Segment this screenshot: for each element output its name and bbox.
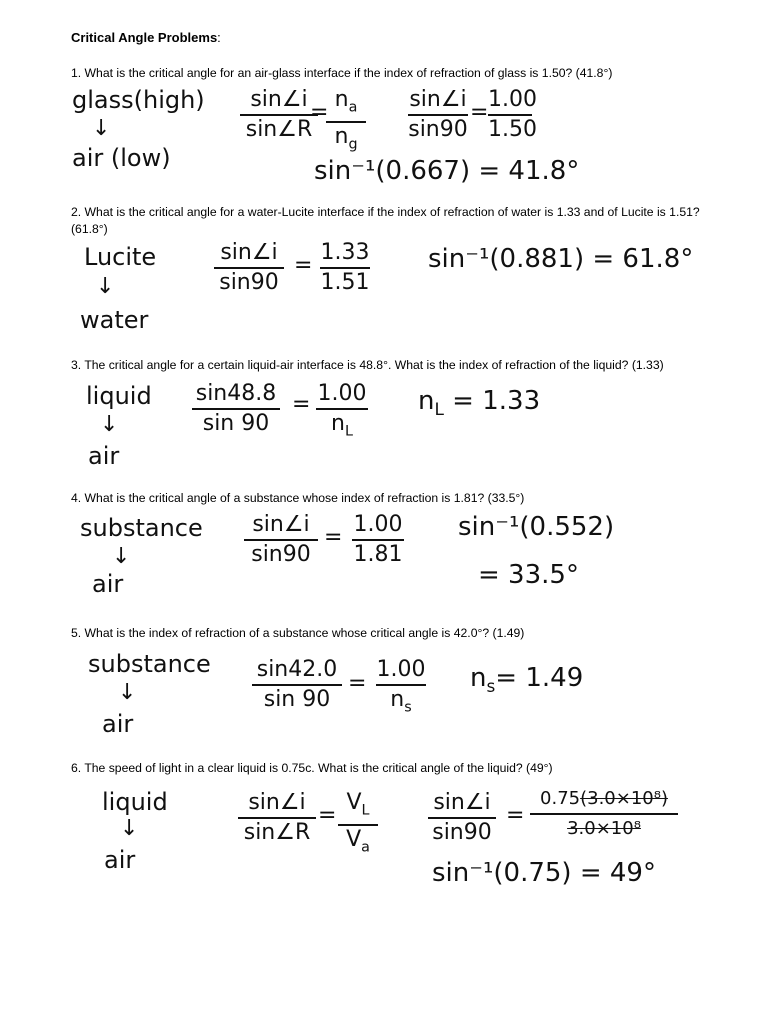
from-medium-2: Lucite: [84, 243, 157, 271]
result-2: sin⁻¹(0.881) = 61.8°: [428, 244, 694, 274]
from-medium-6: liquid: [102, 788, 168, 816]
equals-sign: =: [318, 803, 337, 828]
question-3: 3. The critical angle for a certain liquid-air interface is 48.8°. What is the index of refraction of the liquid? (1.33): [71, 358, 664, 372]
result-value: = 1.49: [495, 663, 584, 693]
subscript: s: [486, 676, 496, 697]
symbol-v: V: [346, 827, 362, 853]
fraction-bar: [326, 121, 366, 123]
arrow-down-icon: ↓: [100, 412, 119, 437]
fraction-1c: [408, 87, 468, 143]
fraction-6c: [428, 790, 496, 846]
fraction-num: sin∠i: [250, 87, 308, 112]
result-value: = 1.33: [443, 386, 541, 416]
cancelled-term: (3.0×10⁸): [580, 788, 668, 809]
result-5: [470, 663, 583, 696]
fraction-bar: [252, 684, 342, 686]
fraction-1a: [240, 87, 318, 143]
subscript: L: [361, 802, 370, 819]
fraction-num: sin42.0: [256, 657, 338, 682]
equals-sign: =: [470, 100, 489, 125]
title-bold: Critical Angle Problems: [71, 30, 218, 45]
fraction-den: [338, 827, 378, 860]
subscript: L: [344, 423, 353, 440]
fraction-5b: [376, 657, 426, 720]
page-title: [71, 30, 221, 45]
symbol-v: V: [346, 790, 362, 815]
symbol-n: n: [334, 87, 349, 112]
fraction-6b: [338, 790, 378, 861]
fraction-bar: [530, 813, 678, 815]
fraction-3a: [192, 381, 280, 437]
question-5: 5. What is the index of refraction of a substance whose critical angle is 42.0°? (1.49): [71, 626, 525, 640]
question-2: 2. What is the critical angle for a water-Lucite interface if the index of refraction of water is 1.33 and of Lucite is 1.51? (61.8°): [71, 205, 700, 236]
arrow-down-icon: ↓: [92, 116, 111, 141]
result-3: [418, 386, 540, 419]
fraction-bar: [352, 539, 404, 541]
fraction-den: sin90: [408, 117, 468, 142]
to-medium-2: water: [80, 306, 149, 334]
subscript: a: [361, 839, 370, 856]
fraction-den: [326, 124, 366, 157]
from-medium-4: substance: [80, 514, 203, 542]
question-1: 1. What is the critical angle for an air-glass interface if the index of refraction of glass is 1.50? (41.8°): [71, 66, 613, 80]
arrow-down-icon: ↓: [120, 816, 139, 841]
fraction-den: sin∠R: [243, 820, 311, 845]
fraction-bar: [238, 817, 316, 819]
fraction-num: 1.33: [320, 240, 370, 265]
fraction-den: sin 90: [263, 687, 331, 712]
subscript: g: [348, 136, 358, 153]
subscript: a: [348, 99, 358, 116]
equals-sign: =: [292, 392, 311, 417]
fraction-3b: [316, 381, 368, 444]
from-medium-3: liquid: [86, 382, 152, 410]
question-4: 4. What is the critical angle of a substance whose index of refraction is 1.81? (33.5°): [71, 491, 525, 505]
arrow-down-icon: ↓: [118, 680, 137, 705]
fraction-den: sin90: [251, 542, 311, 567]
fraction-den: sin∠R: [245, 117, 313, 142]
symbol-n: n: [334, 124, 349, 150]
fraction-bar: [408, 114, 468, 116]
fraction-6d: [530, 786, 678, 842]
fraction-6a: [238, 790, 316, 846]
fraction-den: 1.81: [353, 542, 403, 567]
fraction-1d: [488, 87, 537, 143]
fraction-num: [530, 786, 678, 812]
fraction-bar: [488, 114, 532, 116]
to-medium-4: air: [92, 570, 124, 598]
arrow-down-icon: ↓: [96, 274, 115, 299]
fraction-bar: [240, 114, 318, 116]
fraction-num: sin∠i: [409, 87, 467, 112]
to-medium-5: air: [102, 710, 134, 738]
fraction-1b: [326, 87, 366, 158]
fraction-num: [326, 87, 366, 120]
equals-sign: =: [506, 803, 525, 828]
result-1: sin⁻¹(0.667) = 41.8°: [314, 156, 580, 186]
title-rest: :: [217, 30, 221, 45]
fraction-bar: [338, 824, 378, 826]
arrow-down-icon: ↓: [112, 544, 131, 569]
result-4-value: = 33.5°: [478, 560, 579, 590]
fraction-den: sin90: [432, 820, 492, 845]
from-medium-1: glass(high): [72, 86, 205, 114]
fraction-num: sin∠i: [248, 790, 306, 815]
fraction-num: 1.00: [353, 512, 403, 537]
fraction-den: sin90: [219, 270, 279, 295]
subscript: s: [404, 699, 412, 716]
fraction-bar: [316, 408, 368, 410]
result-4: sin⁻¹(0.552): [458, 512, 615, 542]
subscript: L: [434, 399, 444, 420]
to-medium-1: air (low): [72, 144, 171, 172]
fraction-den: [316, 411, 368, 444]
fraction-bar: [320, 267, 370, 269]
equals-sign: =: [294, 253, 313, 278]
fraction-bar: [244, 539, 318, 541]
result-6: sin⁻¹(0.75) = 49°: [432, 858, 656, 888]
symbol-n: n: [470, 663, 487, 693]
fraction-5a: [252, 657, 342, 713]
fraction-den: [376, 687, 426, 720]
from-medium-5: substance: [88, 650, 211, 678]
speed-factor: 0.75: [540, 788, 581, 809]
fraction-4b: [352, 512, 404, 568]
fraction-num: [338, 790, 378, 823]
fraction-num: sin∠i: [220, 240, 278, 265]
to-medium-3: air: [88, 442, 120, 470]
fraction-2a: [214, 240, 284, 296]
fraction-num: 1.00: [376, 657, 426, 682]
fraction-bar: [192, 408, 280, 410]
fraction-num: sin∠i: [433, 790, 491, 815]
fraction-bar: [376, 684, 426, 686]
fraction-num: 1.00: [317, 381, 367, 406]
symbol-n: n: [418, 386, 435, 416]
equals-sign: =: [324, 525, 343, 550]
symbol-n: n: [331, 411, 345, 436]
fraction-4a: [244, 512, 318, 568]
symbol-n: n: [390, 687, 405, 712]
fraction-den: 1.50: [488, 117, 537, 142]
question-6: 6. The speed of light in a clear liquid is 0.75c. What is the critical angle of the liquid? (49°): [71, 761, 553, 775]
fraction-den: 1.51: [320, 270, 370, 295]
to-medium-6: air: [104, 846, 136, 874]
fraction-num: 1.00: [488, 87, 537, 112]
equals-sign: =: [310, 100, 329, 125]
equals-sign: =: [348, 671, 367, 696]
fraction-den: sin 90: [202, 411, 270, 436]
fraction-bar: [428, 817, 496, 819]
fraction-bar: [214, 267, 284, 269]
fraction-num: sin48.8: [195, 381, 277, 406]
fraction-2b: [320, 240, 370, 296]
fraction-num: sin∠i: [252, 512, 310, 537]
cancelled-term: 3.0×10⁸: [567, 818, 641, 839]
